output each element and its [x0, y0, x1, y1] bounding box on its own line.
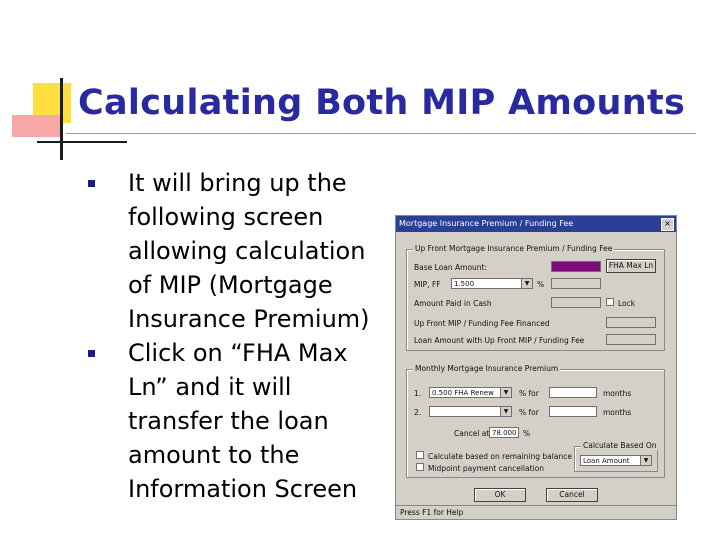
row1-number: 1. — [414, 389, 422, 398]
midpoint-label: Midpoint payment cancellation — [428, 464, 544, 473]
cancel-button[interactable]: Cancel — [546, 488, 598, 502]
calc-based-select[interactable] — [580, 455, 652, 466]
row1-months-field[interactable] — [549, 387, 597, 398]
chevron-down-icon: ▼ — [521, 279, 532, 288]
cancel-at-field[interactable] — [489, 427, 519, 438]
row1-months-label: months — [603, 389, 632, 398]
chevron-down-icon: ▼ — [500, 388, 511, 397]
midpoint-checkbox[interactable] — [416, 463, 424, 471]
row2-for-label: % for — [519, 408, 539, 417]
percent-label: % — [537, 280, 545, 289]
amount-cash-label: Amount Paid in Cash — [414, 299, 492, 308]
title-rule — [66, 133, 696, 134]
monthly-row1-select[interactable] — [429, 387, 512, 398]
ok-button[interactable]: OK — [474, 488, 526, 502]
bullet-text: Click on “FHA Max Ln” and it will transfer the loan amount to the Information Screen — [128, 339, 358, 503]
calc-based-value: Loan Amount — [583, 457, 630, 465]
mip-ff-label: MIP, FF — [414, 280, 441, 289]
fha-max-ln-button[interactable]: FHA Max Ln — [606, 259, 656, 273]
title-decoration-bar — [12, 115, 62, 137]
status-bar — [396, 505, 676, 519]
row2-number: 2. — [414, 408, 422, 417]
bullet-item — [88, 166, 388, 336]
bullet-text: It will bring up the following screen allowing calculation of MIP (Mortgage Insurance Premium) — [128, 169, 370, 333]
chevron-down-icon: ▼ — [500, 407, 511, 416]
upfront-financed-label: Up Front MIP / Funding Fee Financed — [414, 319, 550, 328]
mip-ff-value: 1.500 — [454, 280, 475, 288]
mip-ff-select[interactable] — [451, 278, 533, 289]
monthly-row2-select[interactable] — [429, 406, 512, 417]
row2-months-label: months — [603, 408, 632, 417]
slide-title: Calculating Both MIP Amounts — [78, 83, 686, 123]
square-bullet-icon — [88, 350, 95, 357]
base-loan-label: Base Loan Amount: — [414, 263, 488, 272]
lock-checkbox[interactable] — [606, 298, 614, 306]
bullet-list — [88, 166, 388, 506]
base-loan-field[interactable] — [551, 261, 601, 272]
dialog-title: Mortgage Insurance Premium / Funding Fee — [399, 219, 574, 228]
row2-months-field[interactable] — [549, 406, 597, 417]
upfront-group-title: Up Front Mortgage Insurance Premium / Funding Fee — [415, 244, 613, 253]
chevron-down-icon: ▼ — [640, 456, 651, 465]
dialog-title-bar — [396, 216, 676, 232]
mip-amount-field — [551, 278, 601, 289]
cancel-at-value: 78.000 — [492, 429, 517, 437]
close-icon[interactable]: × — [661, 218, 674, 231]
lock-label: Lock — [618, 299, 636, 308]
calc-remaining-checkbox[interactable] — [416, 451, 424, 459]
square-bullet-icon — [88, 180, 95, 187]
mip-dialog — [395, 215, 677, 520]
row1-value: 0.500 FHA Renew — [432, 389, 494, 397]
title-decoration-horizontal-line — [37, 141, 127, 143]
upfront-financed-field — [606, 317, 656, 328]
amount-cash-field[interactable] — [551, 297, 601, 308]
calc-based-group-title: Calculate Based On — [583, 441, 657, 450]
loan-amount-label: Loan Amount with Up Front MIP / Funding Fee — [414, 336, 585, 345]
calc-remaining-label: Calculate based on remaining balance — [428, 452, 572, 461]
row1-for-label: % for — [519, 389, 539, 398]
loan-amount-field — [606, 334, 656, 345]
cancel-at-label: Cancel at — [454, 429, 490, 438]
title-decoration-vertical-line — [60, 78, 63, 160]
bullet-item — [88, 336, 388, 506]
status-text: Press F1 for Help — [400, 508, 464, 517]
monthly-group-title: Monthly Mortgage Insurance Premium — [415, 364, 559, 373]
cancel-percent-label: % — [523, 429, 531, 438]
